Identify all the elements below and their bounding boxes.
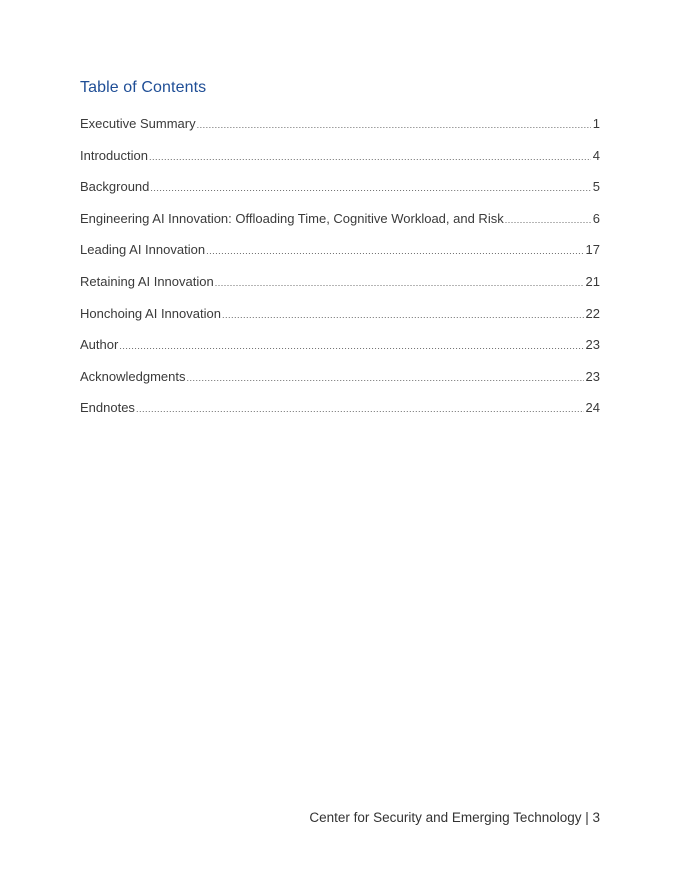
toc-dot-leader (149, 152, 591, 162)
toc-entry[interactable] (80, 179, 600, 211)
toc-dot-leader (150, 183, 590, 193)
toc-entry[interactable] (80, 116, 600, 148)
toc-entry[interactable] (80, 148, 600, 180)
toc-entry-label: Acknowledgments (80, 368, 186, 384)
toc-list (80, 116, 600, 432)
toc-entry-label: Author (80, 337, 119, 353)
toc-entry-label: Executive Summary (80, 116, 196, 131)
toc-entry-page: 6 (592, 210, 600, 226)
toc-entry-page: 17 (585, 242, 600, 258)
toc-entry-page: 23 (585, 368, 600, 384)
toc-entry[interactable] (80, 211, 600, 243)
toc-dot-leader (136, 404, 584, 414)
toc-entry-page: 23 (585, 337, 600, 353)
toc-dot-leader (197, 120, 591, 130)
toc-heading: Table of Contents (80, 79, 207, 96)
toc-entry[interactable] (80, 242, 600, 274)
toc-entry-page: 1 (592, 116, 600, 131)
toc-entry-label: Leading AI Innovation (80, 242, 206, 258)
toc-entry-page: 22 (585, 305, 600, 321)
toc-entry[interactable] (80, 400, 600, 432)
toc-dot-leader (215, 278, 584, 288)
toc-dot-leader (222, 310, 584, 320)
toc-dot-leader (206, 246, 583, 256)
toc-entry-label: Introduction (80, 147, 148, 163)
toc-entry-page: 21 (585, 273, 600, 289)
page-footer: Center for Security and Emerging Technology | 3 (309, 810, 600, 825)
toc-entry-page: 4 (592, 147, 600, 163)
toc-entry-label: Honchoing AI Innovation (80, 305, 221, 321)
toc-entry-page: 5 (592, 179, 600, 195)
toc-entry[interactable] (80, 274, 600, 306)
toc-dot-leader (187, 373, 584, 383)
toc-entry-label: Engineering AI Innovation: Offloading Time, Cognitive Workload, and Risk (80, 210, 504, 226)
toc-entry-page: 24 (585, 400, 600, 416)
toc-entry-label: Endnotes (80, 400, 135, 416)
toc-entry-label: Background (80, 179, 150, 195)
toc-dot-leader (119, 341, 583, 351)
toc-entry[interactable] (80, 337, 600, 369)
toc-entry-label: Retaining AI Innovation (80, 273, 214, 289)
toc-dot-leader (505, 215, 591, 225)
toc-entry[interactable] (80, 306, 600, 338)
toc-entry[interactable] (80, 369, 600, 401)
